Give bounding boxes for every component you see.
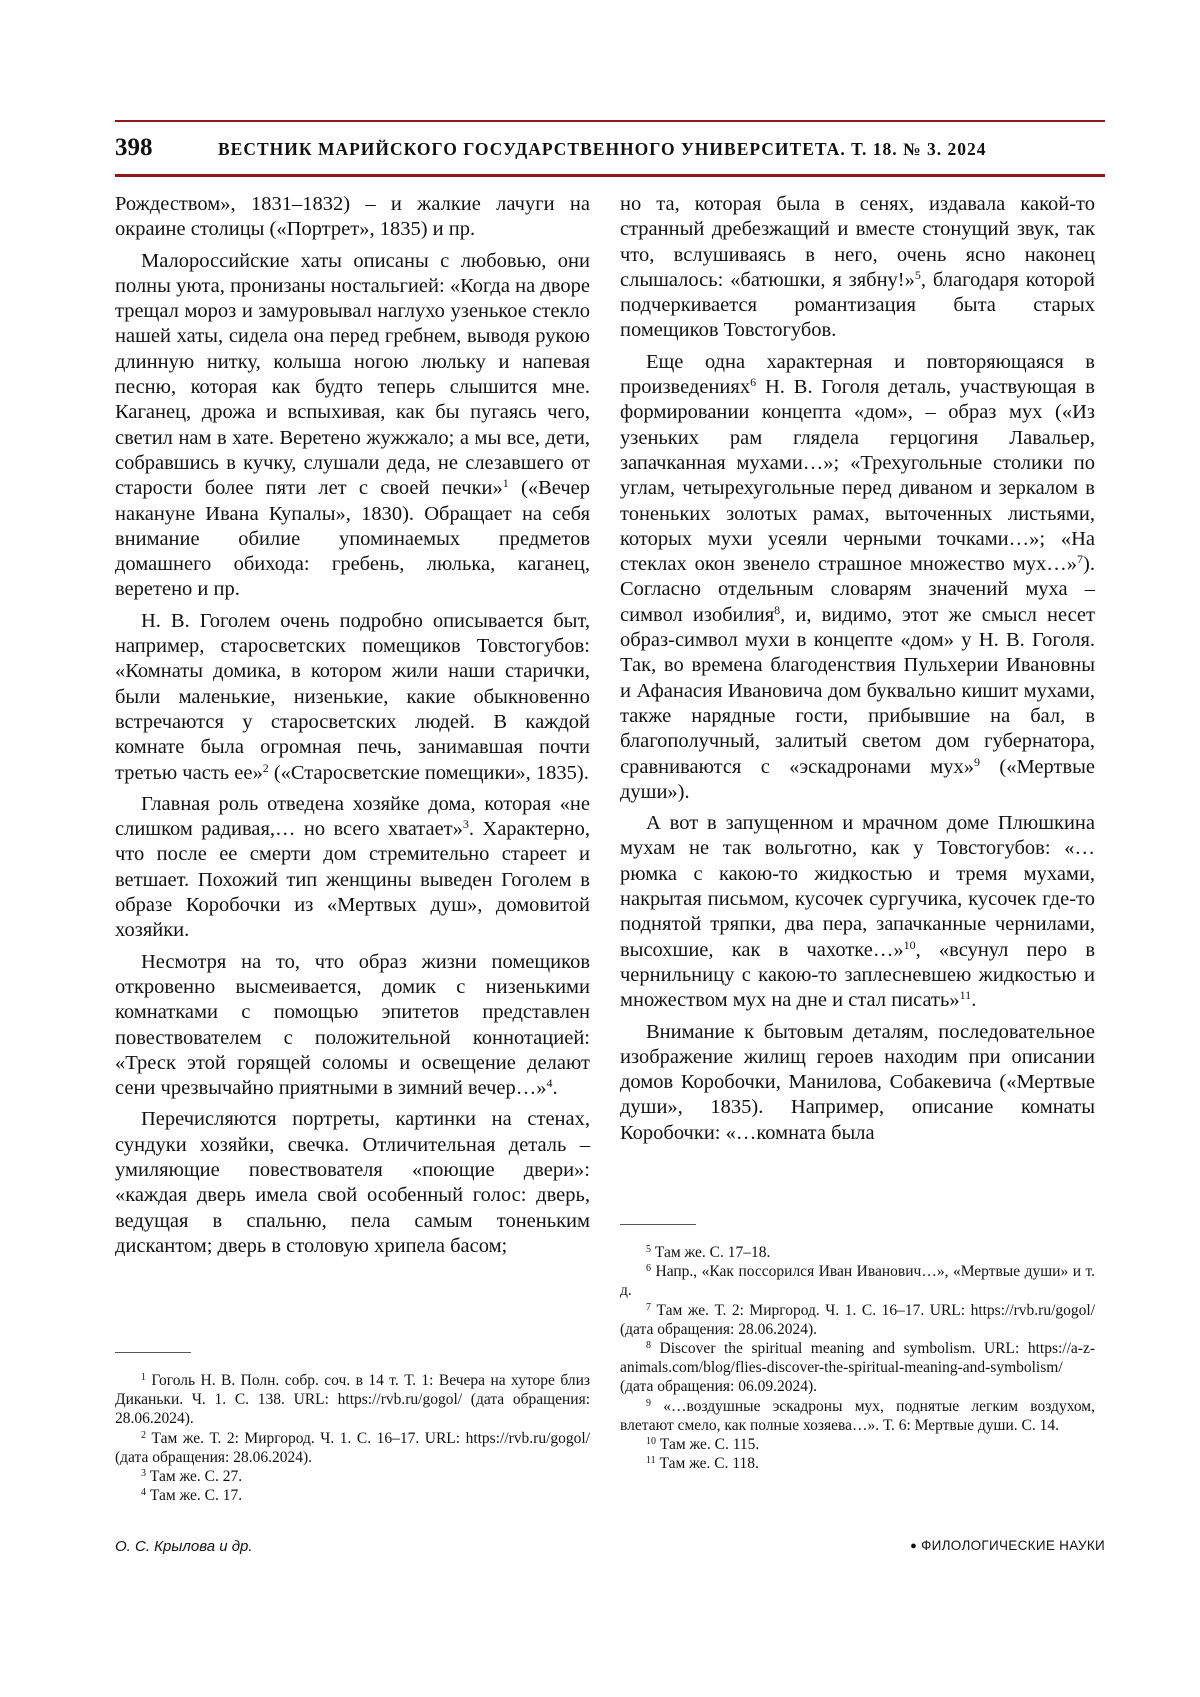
page-number: 398 [115, 134, 153, 161]
footer-section-label: ФИЛОЛОГИЧЕСКИЕ НАУКИ [921, 1538, 1105, 1553]
bullet-icon: ● [910, 1540, 918, 1552]
footnote: $^3$ Там же. С. 27. [141, 1468, 243, 1486]
footnote-ref: 10 [903, 937, 916, 952]
footnote-separator [620, 1224, 696, 1225]
paragraph: но та, которая была в сенях, издавала какой-то странный дребезжащий и вместе стонущий звук, так что, вслушиваясь в него, очень ясно наконец слышалось: «батюшки, я зябну!»$^5$, благодаря которой подчеркивается романтизация быта старых помещиков Товстогубов. [620, 193, 1095, 342]
paragraph: Рождеством», 1831–1832) – и жалкие лачуги на окраине столицы («Портрет», 1835) и пр. [115, 193, 590, 241]
footnote: $^5$ Там же. С. 17–18. [646, 1244, 771, 1261]
footnote-ref: 5 [914, 267, 921, 282]
paragraph: Еще одна характерная и повторяющаяся в произведениях$^6$ Н. В. Гоголя деталь, участвующая в формировании концепта «дом», – образ мух («Из узеньких рам глядела герцогиня Лавальер, запачканная мухами…»; «Трехугольные столики по углам, четырехугольные перед диваном и зеркалом в тоненьких золотых рамах, выточенных листьями, которых мухи усеяли черными точками…»; «На стеклах окон звенело страшное множество мух…»$^7$). Согласно отдельным словарям значений муха – символ изобилия$^8$, и, видимо, этот же смысл несет образ-символ мухи в концепте «дом» у Н. В. Гоголя. Так, во времена благоденствия Пульхерии Ивановны и Афанасия Ивановича дом буквально кишит мухами, также нарядные гости, прибывшие на бал, в благополучный, залитый светом дом губернатора, сравниваются с «эскадронами мух»$^9$ («Мертвые души»). [620, 350, 1095, 803]
paragraph: Несмотря на то, что образ жизни помещиков откровенно высмеивается, домик с низенькими комнатками с помощью эпитетов представлен повествователем с положительной коннотацией: «Треск этой горящей соломы и освещение делают сени чрезвычайно приятными в зимний вечер…»$^4$. [115, 950, 590, 1100]
footnote-ref: 2 [262, 760, 269, 775]
footnote: $^2$ Там же. Т. 2: Миргород. Ч. 1. С. 16–17. URL: https://rvb.ru/gogol/ (дата обращения: 28.06.2024). [115, 1429, 590, 1466]
footnote: $^8$ Discover the spiritual meaning and symbolism. URL: https://a-z-animals.com/blog/flies-discover-the-spiritual-meaning-and-symbolism/ (дата обращения: 06.09.2024). [620, 1340, 1095, 1396]
journal-title: ВЕСТНИК МАРИЙСКОГО ГОСУДАРСТВЕННОГО УНИВЕРСИТЕТА. Т. 18. № 3. 2024 [218, 139, 987, 159]
footnote: $^1$ Гоголь Н. В. Полн. собр. соч. в 14 т. Т. 1: Вечера на хуторе близ Диканьки. Ч. 1. С. 138. URL: https://rvb.ru/gogol/ (дата обращения: 28.06.2024). [115, 1372, 590, 1428]
paragraph: Перечисляются портреты, картинки на стенах, сундуки хозяйки, свечка. Отличительная деталь – умиляющие повествователя «поющие двери»: «каждая дверь имела свой особенный голос: дверь, ведущая в спальню, пела самым тоненьким дискантом; дверь в столовую хрипела басом; [115, 1108, 590, 1257]
footer-section [910, 1538, 1105, 1553]
paragraph: Малороссийские хаты описаны с любовью, они полны уюта, пронизаны ностальгией: «Когда на дворе трещал мороз и замуровывал наглухо узенькое стекло нашей хаты, сидела она перед гребнем, выводя рукою длинную нитку, колыша ногою люльку и напевая песню, которая как будто теперь слышится мне. Каганец, дрожа и вспыхивая, как бы пугаясь чего, светил нам в хате. Веретено жужжало; а мы все, дети, собравшись в кучку, слушали деда, не слезавшего от старости более пяти лет с своей печки»$^1$ («Вечер накануне Ивана Купалы», 1830). Обращает на себя внимание обилие упоминаемых предметов домашнего обихода: гребень, люлька, каганец, веретено и пр. [115, 249, 590, 601]
header-rule-top [115, 120, 1105, 122]
footer-authors: О. С. Крылова и др. [115, 1538, 253, 1555]
footnote: $^9$ «…воздушные эскадроны мух, поднятые легким воздухом, влетают смело, как полные хозяева…». Т. 6: Мертвые души. С. 14. [620, 1397, 1095, 1434]
paragraph: А вот в запущенном и мрачном доме Плюшкина мухам не так вольготно, как у Товстогубов: «… рюмка с какою-то жидкостью и тремя мухами, накрытая письмом, кусочек сургучика, кусочек где-то поднятой тряпки, два пера, запачканные чернилами, высохшие, как в чахотке…»$^{10}$, «всунул перо в чернильницу с какою-то заплесневшею жидкостью и множеством мух на дне и стал писать»$^{11}$. [620, 812, 1095, 1012]
right-column [620, 192, 1095, 1146]
footnote-ref: 8 [774, 602, 781, 617]
footnotes-left [115, 1352, 590, 1505]
footnote: $^6$ Напр., «Как поссорился Иван Иванович…», «Мертвые души» и т. д. [620, 1263, 1095, 1300]
footnote: $^4$ Там же. С. 17. [141, 1487, 243, 1505]
footnote: $^7$ Там же. Т. 2: Миргород. Ч. 1. С. 16–17. URL: https://rvb.ru/gogol/ (дата обращения: 28.06.2024). [620, 1301, 1095, 1338]
footnotes-right [620, 1224, 1095, 1473]
footnote: $^{10}$ Там же. С. 115. [646, 1436, 760, 1454]
footnote-ref: 9 [974, 754, 981, 769]
paragraph: Н. В. Гоголем очень подробно описывается быт, например, старосветских помещиков Товстогубов: «Комнаты домика, в котором жили наши старички, были маленькие, низенькие, какие обыкновенно встречаются у старосветских людей. В каждой комнате была огромная печь, занимавшая почти третью часть ее»$^2$ («Старосветские помещики», 1835). [115, 609, 590, 784]
paragraph: Главная роль отведена хозяйке дома, которая «не слишком радивая,… но всего хватает»$^3$. Характерно, что после ее смерти дом стремительно стареет и ветшает. Похожий тип женщины выведен Гоголем в образе Коробочки из «Мертвых душ», домовитой хозяйки. [115, 792, 590, 942]
footnote-ref: 3 [462, 817, 469, 832]
footnote-ref: 7 [1077, 552, 1084, 567]
paragraph: Внимание к бытовым деталям, последовательное изображение жилищ героев находим при описании домов Коробочки, Манилова, Собакевича («Мертвые души», 1835). Например, описание комнаты Коробочки: «…комната была [620, 1020, 1095, 1144]
left-column [115, 192, 590, 1259]
footnote-ref: 6 [750, 375, 757, 390]
footnote-ref: 1 [502, 476, 509, 491]
header-rule-bottom [115, 174, 1105, 177]
footnote: $^{11}$ Там же. С. 118. [646, 1455, 759, 1473]
footnote-ref: 4 [546, 1076, 553, 1091]
footnote-separator [115, 1352, 191, 1353]
footnote-ref: 11 [959, 988, 972, 1003]
